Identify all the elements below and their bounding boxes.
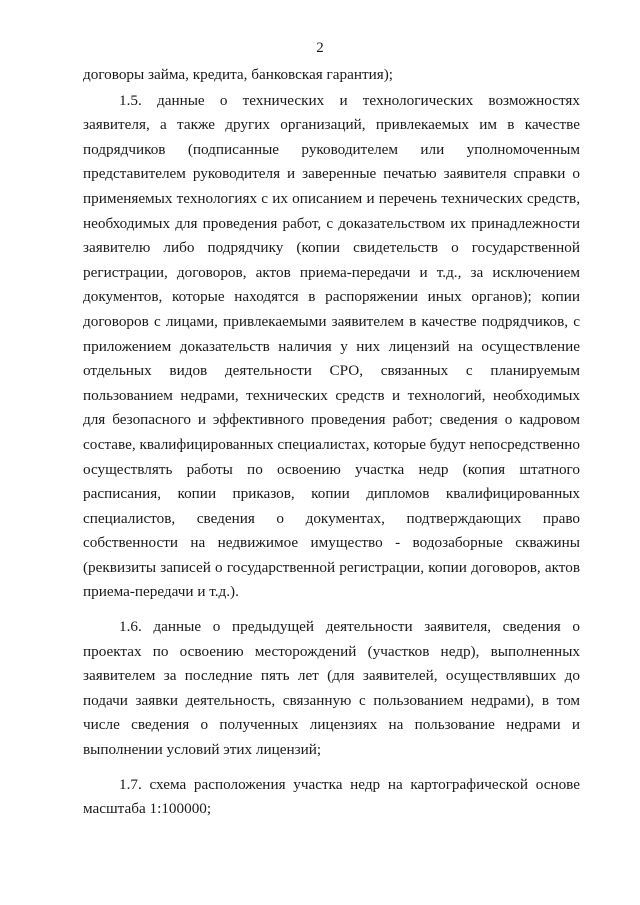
paragraph-continuation: договоры займа, кредита, банковская гарантия); [83, 66, 394, 83]
page-number: 2 [316, 40, 324, 56]
paragraph-1-7: 1.7. схема расположения участка недр на картографической основе масштаба 1:100000; [83, 775, 580, 818]
paragraph-1-6: 1.6. данные о предыдущей деятельности заявителя, сведения о проектах по освоению месторождений (участков недр), выполненных заявителем за последние пять лет (для заявителей, осуществлявших до подачи заявки деятельность, связанную с пользованием недрами), в том числе сведения о полученных лицензиях на пользование недрами и выполнении условий этих лицензий; [83, 618, 580, 759]
document-body [83, 63, 580, 822]
paragraph-1-5: 1.5. данные о технических и технологических возможностях заявителя, а также других организаций, привлекаемых им в качестве подрядчиков (подписанные руководителем или уполномоченным представителем руководителя и заверенные печатью заявителя справки о применяемых технологиях с их описанием и перечень технических средств, необходимых для проведения работ, с доказательством их принадлежности заявителю либо подрядчику (копии свидетельств о государственной регистрации, договоров, актов приема-передачи и т.д., за исключением документов, которые находятся в распоряжении иных органов); копии договоров с лицами, привлекаемыми заявителем в качестве подрядчиков, с приложением доказательств наличия у них лицензий на осуществление отдельных видов деятельности СРО, связанных с планируемым пользованием недрами, технических средств и технологий, необходимых для безопасного и эффективного проведения работ; сведения о кадровом составе, квалифицированных специалистах, которые будут непосредственно осуществлять работы по освоению участка недр (копия штатного расписания, копии приказов, копии дипломов квалифицированных специалистов, сведения о документах, подтверждающих право собственности на недвижимое имущество - водозаборные скважины (реквизиты записей о государственной регистрации, копии договоров, актов приема-передачи и т.д.). [83, 91, 580, 601]
